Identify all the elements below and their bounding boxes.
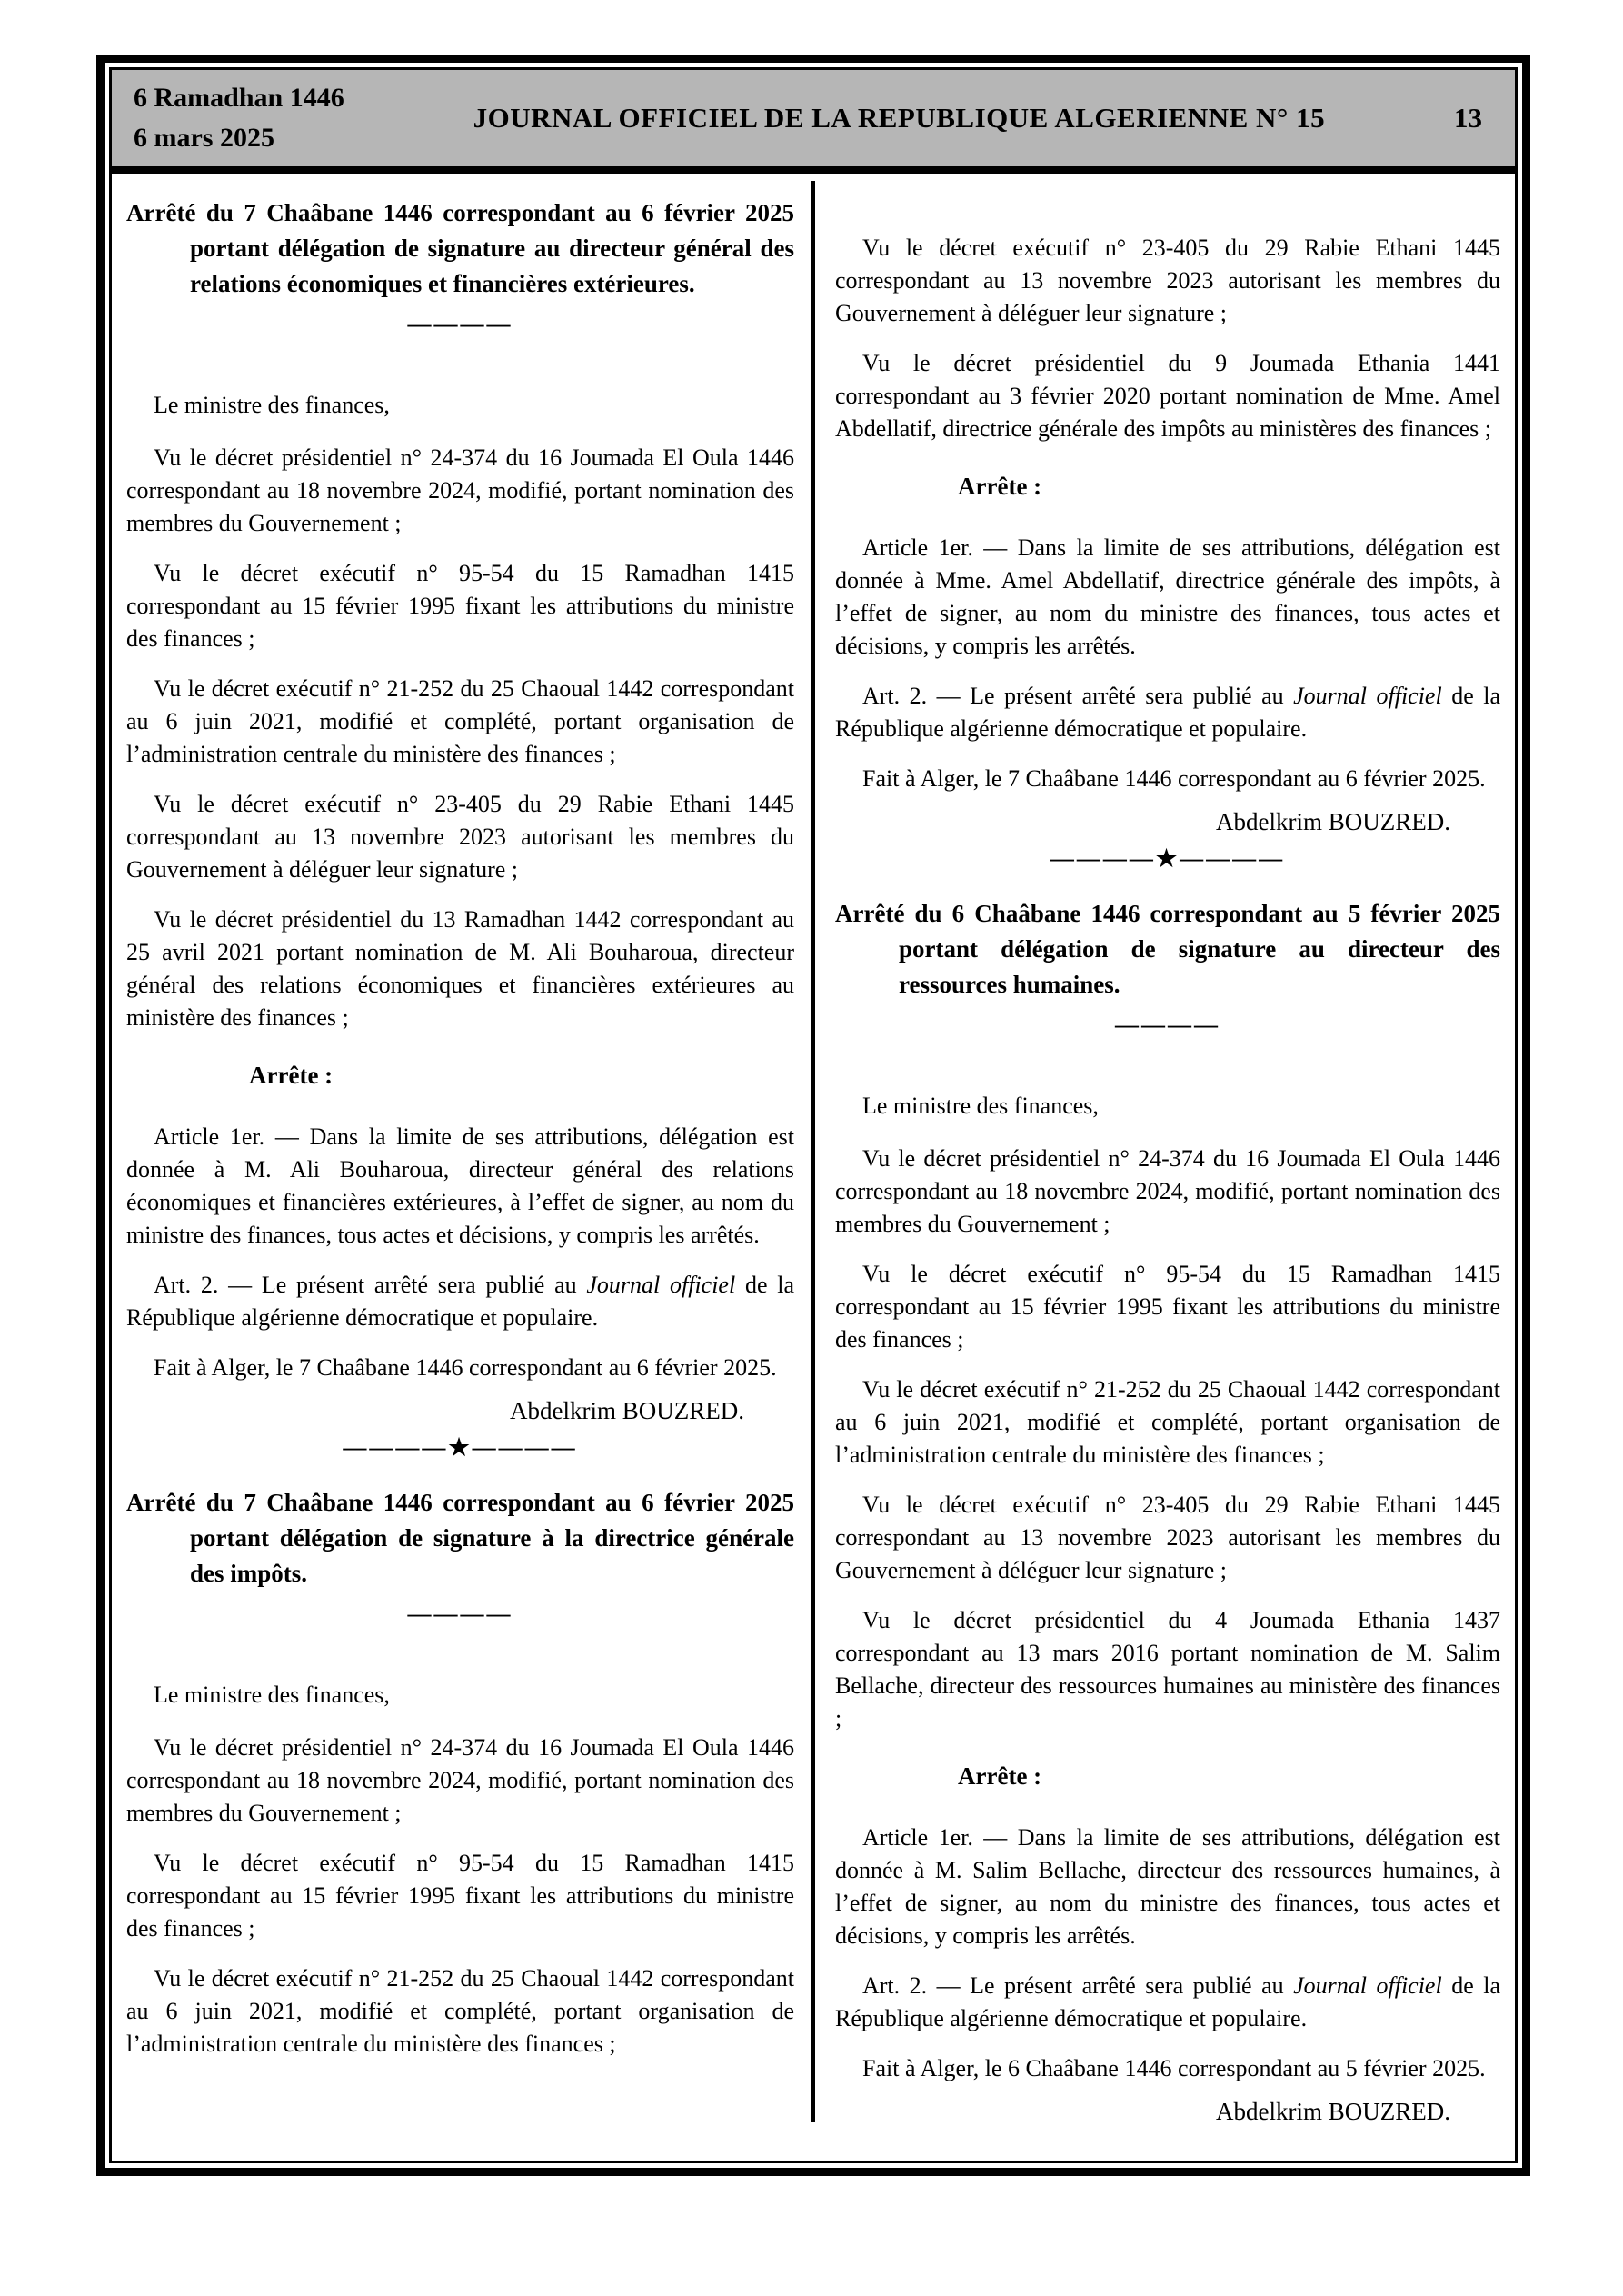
article-2-paragraph: [835, 680, 1500, 745]
journal-title: JOURNAL OFFICIEL DE LA REPUBLIQUE ALGERIENNE N° 15: [473, 102, 1326, 134]
ministre-intro: Le ministre des finances,: [154, 392, 390, 418]
dash-separator: ————: [1115, 1012, 1220, 1038]
dash-separator: ————: [407, 1601, 513, 1627]
page-header: [112, 70, 1515, 174]
arrete-title: Arrêté du 6 Chaâbane 1446 correspondant au 5 février 2025 portant délégation de signature au directeur des ressources humaines.: [835, 900, 1500, 998]
visa-paragraph: Vu le décret exécutif n° 21-252 du 25 Chaoual 1442 correspondant au 6 juin 2021, modifié et complété, portant organisation de l’administration centrale du ministère des finances ;: [126, 1965, 794, 2057]
visa-paragraph: Vu le décret présidentiel du 4 Joumada Ethania 1437 correspondant au 13 mars 2016 portant nomination de M. Salim Bellache, directeur des ressources humaines au ministère des finances ;: [835, 1607, 1500, 1732]
visa-paragraph: Vu le décret présidentiel n° 24-374 du 16 Joumada El Oula 1446 correspondant au 18 novembre 2024, modifié, portant nomination des membres du Gouvernement ;: [835, 1145, 1500, 1237]
arrete-title: Arrêté du 7 Chaâbane 1446 correspondant au 6 février 2025 portant délégation de signature à la directrice générale des impôts.: [126, 1489, 794, 1587]
journal-officiel-italic: Journal officiel: [1293, 1972, 1442, 1999]
article-2-text-after: de la République algérienne démocratique et populaire.: [835, 683, 1500, 742]
journal-officiel-italic: Journal officiel: [586, 1272, 736, 1298]
visa-paragraph: Vu le décret exécutif n° 95-54 du 15 Ramadhan 1415 correspondant au 15 février 1995 fixant les attributions du ministre des finances ;: [126, 1850, 794, 1942]
fait-line: Fait à Alger, le 7 Chaâbane 1446 correspondant au 6 février 2025.: [862, 765, 1486, 792]
header-dates: [134, 78, 344, 158]
page-frame: [96, 55, 1530, 2176]
signature: Abdelkrim BOUZRED.: [1216, 808, 1450, 835]
article-1-paragraph: Article 1er. — Dans la limite de ses attributions, délégation est donnée à Mme. Amel Abdellatif, directrice générale des impôts, à l’effet de signer, au nom du ministre des finances, tous actes et décisions, y compris les arrêtés.: [835, 534, 1500, 659]
visa-paragraph: Vu le décret présidentiel n° 24-374 du 16 Joumada El Oula 1446 correspondant au 18 novembre 2024, modifié, portant nomination des membres du Gouvernement ;: [126, 1734, 794, 1826]
article-2-text-after: de la République algérienne démocratique et populaire.: [126, 1272, 794, 1331]
visa-paragraph: Vu le décret exécutif n° 23-405 du 29 Rabie Ethani 1445 correspondant au 13 novembre 2023 autorisant les membres du Gouvernement à déléguer leur signature ;: [126, 791, 794, 883]
star-separator: ————★————: [1050, 845, 1286, 872]
page-number: 13: [1454, 102, 1482, 134]
arrete-label: Arrête :: [249, 1062, 334, 1089]
article-2-paragraph: [126, 1269, 794, 1334]
article-1-paragraph: Article 1er. — Dans la limite de ses attributions, délégation est donnée à M. Salim Bellache, directeur des ressources humaines, à l’effet de signer, au nom du ministre des finances, tous actes et décisions, y compris les arrêtés.: [835, 1824, 1500, 1949]
arrete-label: Arrête :: [958, 1762, 1042, 1790]
visa-paragraph: Vu le décret exécutif n° 21-252 du 25 Chaoual 1442 correspondant au 6 juin 2021, modifié et complété, portant organisation de l’administration centrale du ministère des finances ;: [126, 675, 794, 767]
arrete-label: Arrête :: [958, 473, 1042, 500]
page-content: [112, 174, 1515, 2161]
right-column: [815, 174, 1515, 2161]
article-2-text: Art. 2. — Le présent arrêté sera publié au: [862, 683, 1294, 709]
visa-paragraph: Vu le décret présidentiel du 13 Ramadhan 1442 correspondant au 25 avril 2021 portant nomination de M. Ali Bouharoua, directeur général des relations économiques et financières extérieures au ministère des finances ;: [126, 906, 794, 1031]
star-separator: ————★————: [343, 1434, 578, 1461]
ministre-intro: Le ministre des finances,: [862, 1093, 1099, 1119]
left-column: [112, 174, 811, 2161]
visa-paragraph: Vu le décret présidentiel du 9 Joumada Ethania 1441 correspondant au 3 février 2020 portant nomination de Mme. Amel Abdellatif, directrice générale des impôts au ministères des finances ;: [835, 350, 1500, 442]
ministre-intro: Le ministre des finances,: [154, 1682, 390, 1708]
dash-separator: ————: [407, 311, 513, 337]
article-2-paragraph: [835, 1970, 1500, 2035]
visa-paragraph: Vu le décret exécutif n° 23-405 du 29 Rabie Ethani 1445 correspondant au 13 novembre 2023 autorisant les membres du Gouvernement à déléguer leur signature ;: [835, 1492, 1500, 1583]
article-2-text-after: de la République algérienne démocratique et populaire.: [835, 1972, 1500, 2031]
visa-paragraph: Vu le décret exécutif n° 95-54 du 15 Ramadhan 1415 correspondant au 15 février 1995 fixant les attributions du ministre des finances ;: [126, 560, 794, 652]
visa-paragraph: Vu le décret exécutif n° 21-252 du 25 Chaoual 1442 correspondant au 6 juin 2021, modifié et complété, portant organisation de l’administration centrale du ministère des finances ;: [835, 1376, 1500, 1468]
fait-line: Fait à Alger, le 7 Chaâbane 1446 correspondant au 6 février 2025.: [154, 1354, 777, 1381]
date-hijri: 6 Ramadhan 1446: [134, 83, 344, 113]
journal-officiel-italic: Journal officiel: [1293, 683, 1442, 709]
visa-paragraph: Vu le décret exécutif n° 23-405 du 29 Rabie Ethani 1445 correspondant au 13 novembre 2023 autorisant les membres du Gouvernement à déléguer leur signature ;: [835, 235, 1500, 326]
visa-paragraph: Vu le décret exécutif n° 95-54 du 15 Ramadhan 1415 correspondant au 15 février 1995 fixant les attributions du ministre des finances ;: [835, 1261, 1500, 1353]
article-2-text: Art. 2. — Le présent arrêté sera publié au: [862, 1972, 1294, 1999]
signature: Abdelkrim BOUZRED.: [510, 1397, 744, 1424]
visa-paragraph: Vu le décret présidentiel n° 24-374 du 16 Joumada El Oula 1446 correspondant au 18 novembre 2024, modifié, portant nomination des membres du Gouvernement ;: [126, 444, 794, 536]
arrete-title: Arrêté du 7 Chaâbane 1446 correspondant au 6 février 2025 portant délégation de signature au directeur général des relations économiques et financières extérieures.: [126, 199, 794, 297]
article-2-text: Art. 2. — Le présent arrêté sera publié au: [154, 1272, 587, 1298]
page-frame-inner: [109, 67, 1518, 2163]
signature: Abdelkrim BOUZRED.: [1216, 2098, 1450, 2125]
date-gregorian: 6 mars 2025: [134, 123, 274, 153]
fait-line: Fait à Alger, le 6 Chaâbane 1446 correspondant au 5 février 2025.: [862, 2055, 1486, 2081]
article-1-paragraph: Article 1er. — Dans la limite de ses attributions, délégation est donnée à M. Ali Bouharoua, directeur général des relations économiques et financières extérieures, à l’effet de signer, au nom du ministre des finances, tous actes et décisions, y compris les arrêtés.: [126, 1123, 794, 1248]
